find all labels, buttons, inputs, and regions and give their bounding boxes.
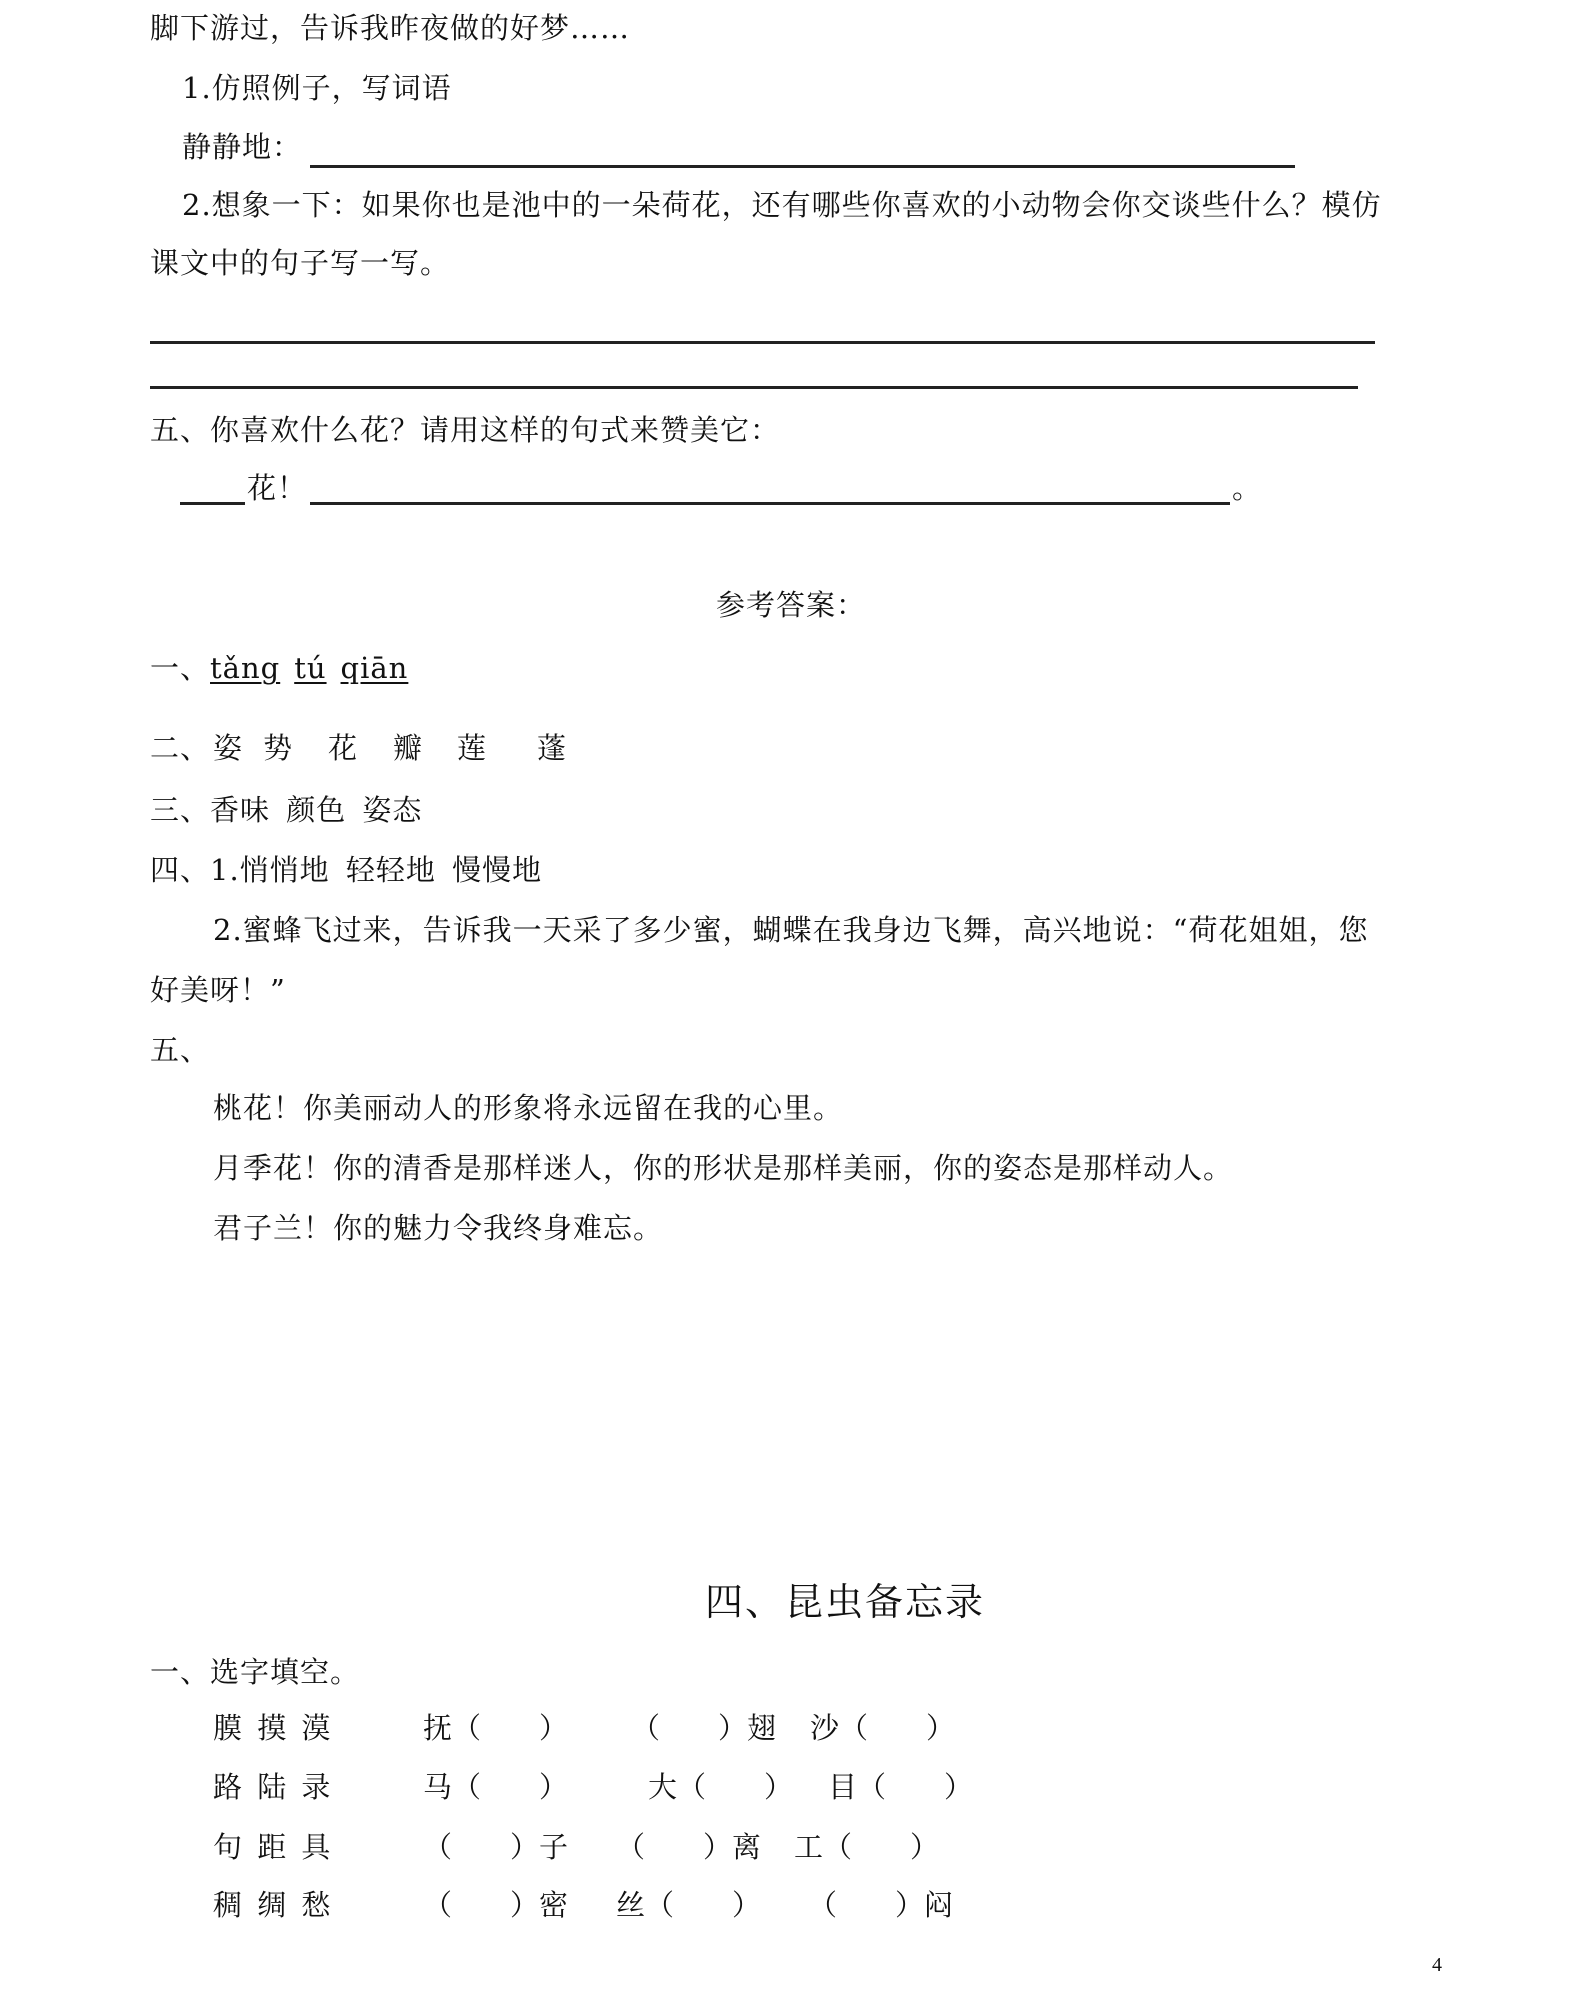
- sec5-sentence-blank[interactable]: [310, 502, 1230, 505]
- answer-3: 三、香味 颜色 姿态: [150, 793, 423, 827]
- sec5-pattern-flower: 花！: [247, 471, 308, 505]
- sec5-flower-name-blank[interactable]: [180, 502, 245, 505]
- fill-blank[interactable]: 大（ ）: [648, 1770, 794, 1804]
- q2-answer-line-1[interactable]: [150, 341, 1375, 344]
- page-number: 4: [1432, 1954, 1442, 1976]
- answer-2-word: 势: [263, 731, 294, 765]
- pinyin-1: tǎng: [210, 651, 281, 685]
- q2-text-line2: 课文中的句子写一写。: [150, 246, 451, 280]
- fill-blank[interactable]: 丝（ ）: [616, 1888, 762, 1922]
- q1-example-word: 静静地：: [182, 130, 303, 164]
- answer-5-item: 君子兰！你的魅力令我终身难忘。: [213, 1211, 664, 1245]
- answer-5-item: 月季花！你的清香是那样迷人，你的形状是那样美丽，你的姿态是那样动人。: [213, 1151, 1234, 1185]
- q1-label: 1.仿照例子，写词语: [182, 71, 452, 105]
- fill-blank[interactable]: 沙（ ）: [810, 1711, 956, 1745]
- q2-answer-line-2[interactable]: [150, 386, 1358, 389]
- fill-blank[interactable]: （ ）子: [423, 1830, 569, 1864]
- char-group: 膜 摸 漠: [213, 1711, 331, 1745]
- fill-blank[interactable]: 工（ ）: [794, 1830, 940, 1864]
- sec5-prompt: 五、你喜欢什么花？请用这样的句式来赞美它：: [150, 413, 781, 447]
- answer-2-word: 瓣: [393, 731, 424, 765]
- answer-2-word: 姿: [213, 731, 244, 765]
- answer-4-1: 四、1.悄悄地 轻轻地 慢慢地: [150, 853, 543, 887]
- fill-blank[interactable]: （ ）翅: [631, 1711, 777, 1745]
- fill-blank[interactable]: 抚（ ）: [423, 1711, 569, 1745]
- char-group: 句 距 具: [213, 1830, 331, 1864]
- fill-blank[interactable]: 目（ ）: [828, 1770, 974, 1804]
- q2-text-line1: 2.想象一下：如果你也是池中的一朵荷花，还有哪些你喜欢的小动物会你交谈些什么？模仿: [182, 188, 1382, 222]
- answer-2-prefix: 二、: [150, 731, 211, 765]
- answer-1-prefix: 一、: [150, 651, 211, 685]
- fill-blank[interactable]: （ ）闷: [808, 1888, 954, 1922]
- sec5-pattern-period: 。: [1232, 471, 1263, 505]
- continuation-text: 脚下游过，告诉我昨夜做的好梦……: [150, 11, 631, 45]
- answer-4-2-line1: 2.蜜蜂飞过来，告诉我一天采了多少蜜，蝴蝶在我身边飞舞，高兴地说：“荷花姐姐，您: [213, 913, 1369, 947]
- q1-answer-line[interactable]: [310, 165, 1295, 168]
- lesson-q1-label: 一、选字填空。: [150, 1655, 361, 1689]
- answer-2-word: 花: [328, 731, 359, 765]
- fill-blank[interactable]: （ ）离: [616, 1830, 762, 1864]
- answer-4-2-line2: 好美呀！”: [150, 973, 286, 1007]
- pinyin-3: qiān: [340, 651, 409, 685]
- lesson-title: 四、昆虫备忘录: [705, 1580, 986, 1624]
- answer-2-word: 蓬: [537, 731, 568, 765]
- answer-5-item: 桃花！你美丽动人的形象将永远留在我的心里。: [213, 1091, 844, 1125]
- answer-5-prefix: 五、: [150, 1033, 211, 1067]
- char-group: 稠 绸 愁: [213, 1888, 331, 1922]
- answer-1: [150, 650, 434, 686]
- answers-heading: 参考答案：: [716, 588, 867, 622]
- pinyin-2: tú: [294, 651, 327, 685]
- fill-blank[interactable]: 马（ ）: [423, 1770, 569, 1804]
- char-group: 路 陆 录: [213, 1770, 331, 1804]
- answer-2-word: 莲: [457, 731, 488, 765]
- fill-blank[interactable]: （ ）密: [423, 1888, 569, 1922]
